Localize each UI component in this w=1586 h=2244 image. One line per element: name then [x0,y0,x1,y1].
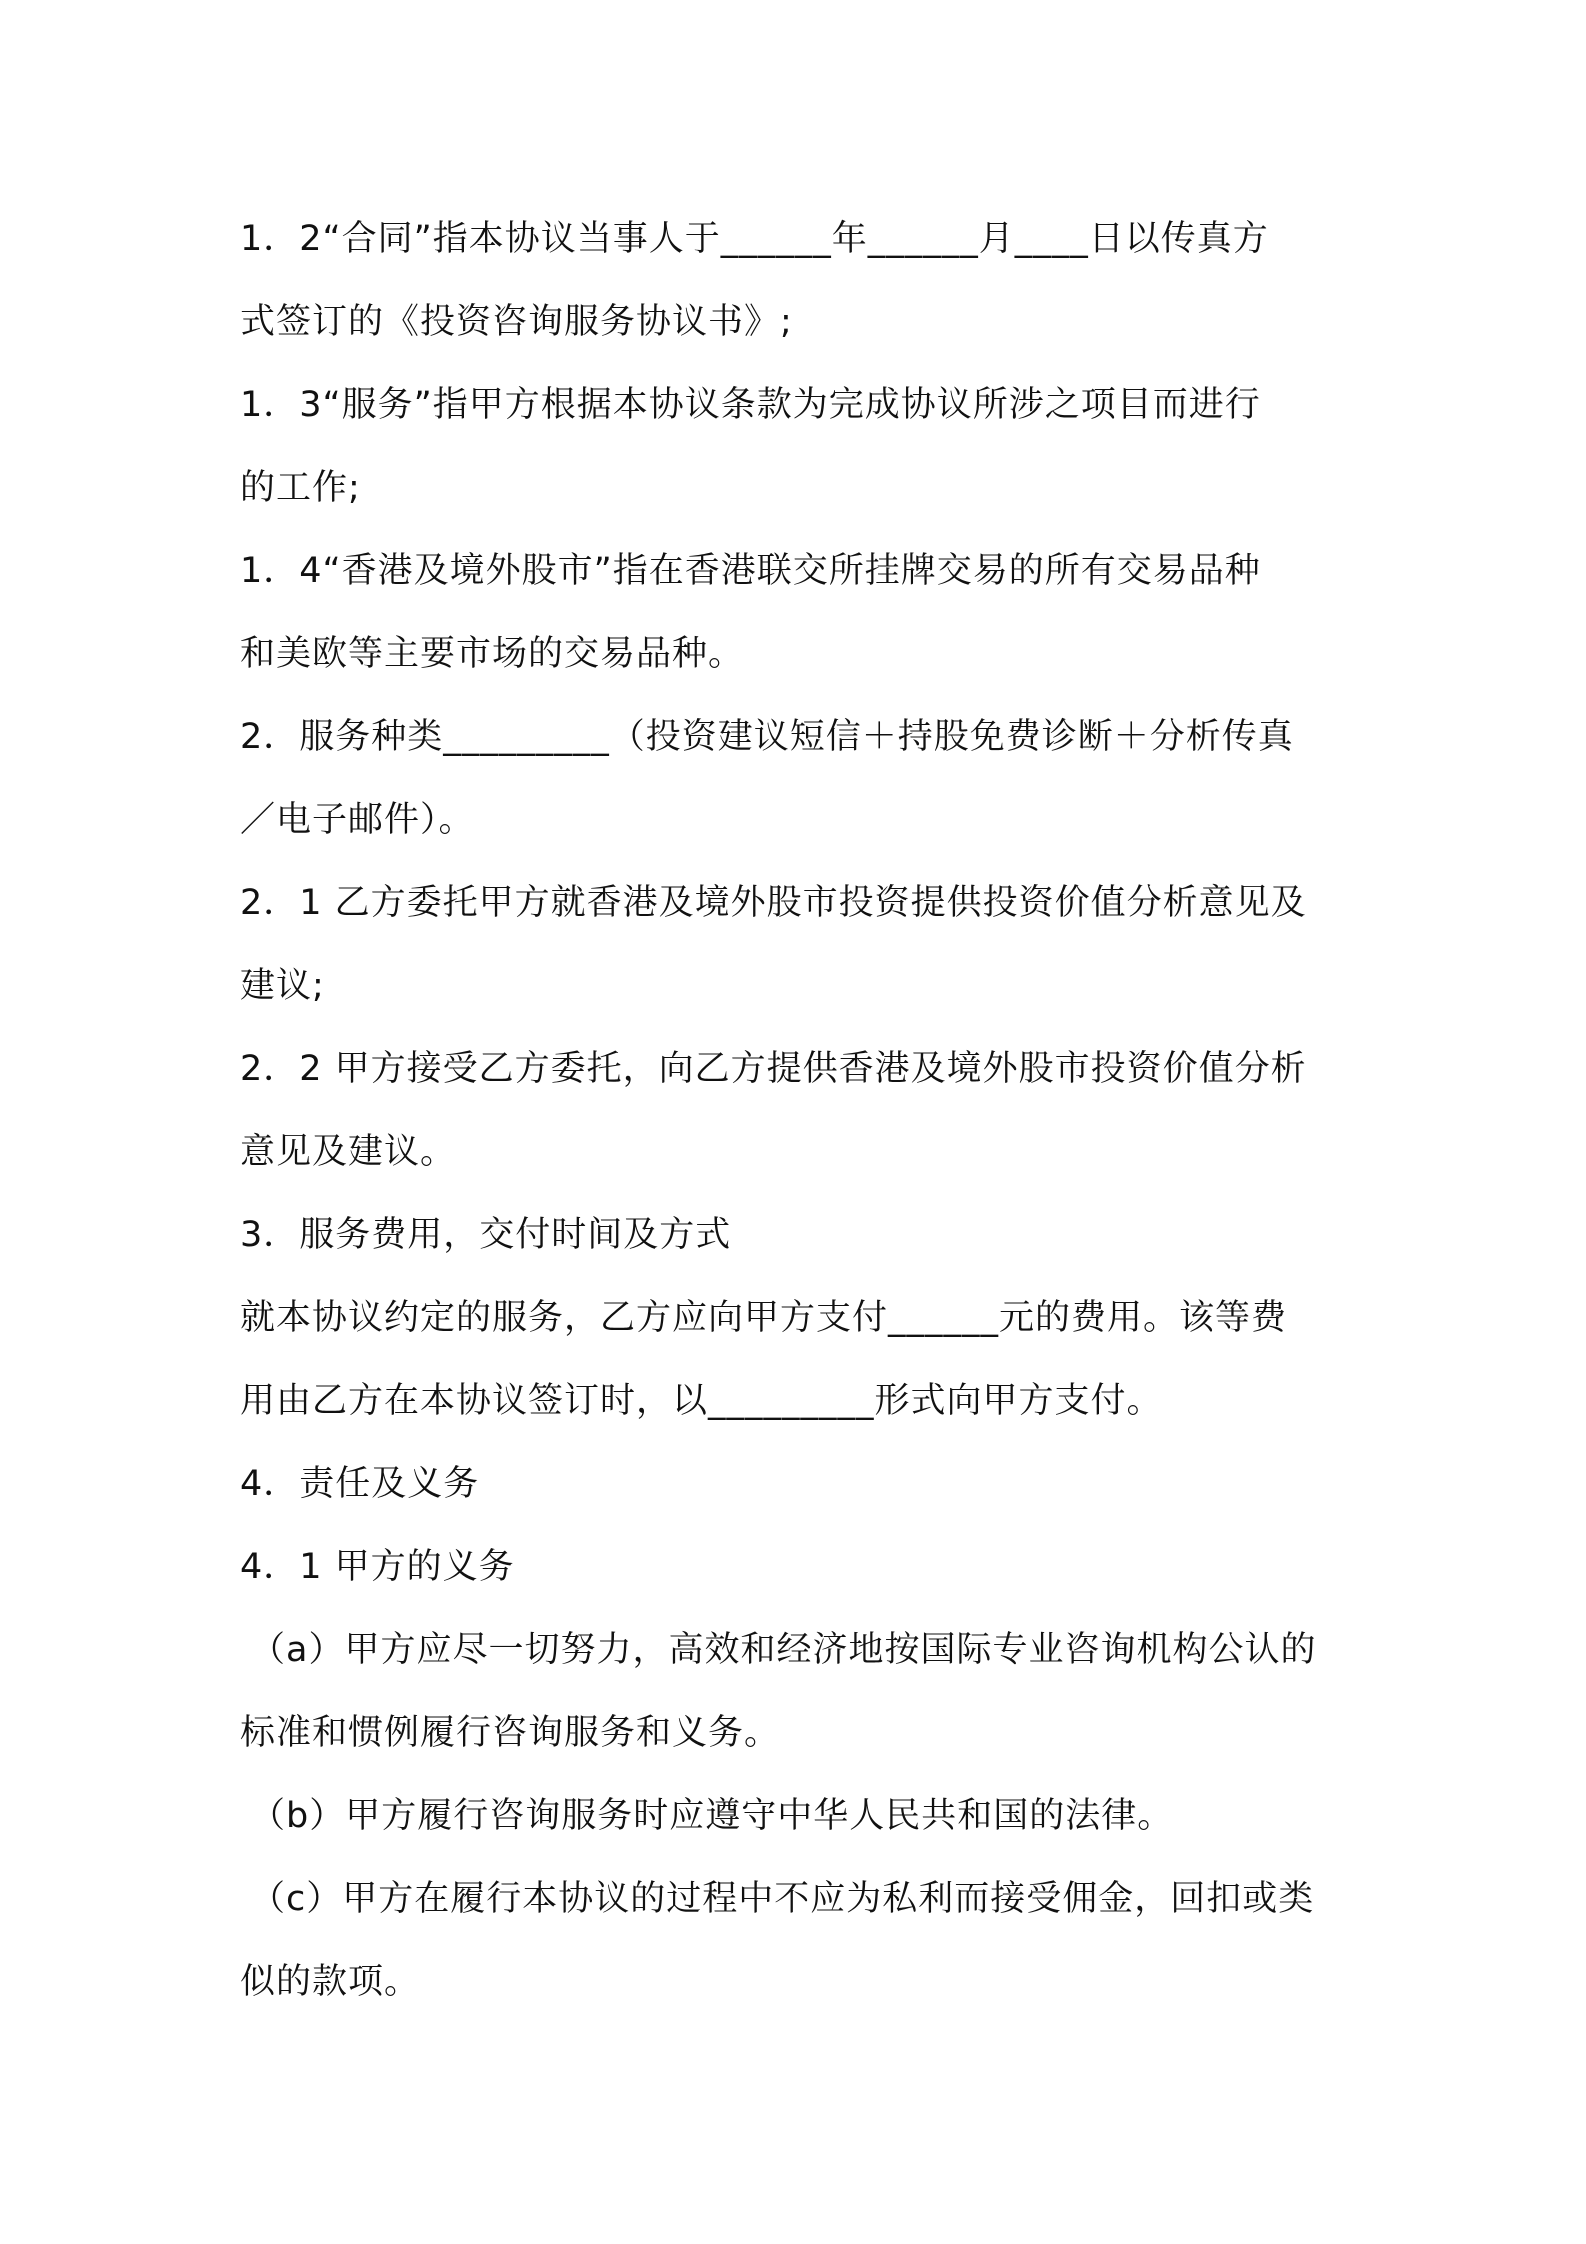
text-line: 4．1 甲方的义务 [240,1547,515,1587]
text-line: 3．服务费用，交付时间及方式 [240,1215,732,1255]
text-line: 2．2 甲方接受乙方委托，向乙方提供香港及境外股市投资价值分析 [240,1049,1307,1089]
text-line: 就本协议约定的服务，乙方应向甲方支付______元的费用。该等费 [240,1298,1288,1338]
text-line: 的工作; [240,468,361,508]
text-line: （a）甲方应尽一切努力，高效和经济地按国际专业咨询机构公认的 [250,1630,1317,1670]
text-line: 2．1 乙方委托甲方就香港及境外股市投资提供投资价值分析意见及 [240,883,1307,923]
text-line: 1．3“服务”指甲方根据本协议条款为完成协议所涉之项目而进行 [240,385,1261,425]
text-line: （b）甲方履行咨询服务时应遵守中华人民共和国的法律。 [250,1796,1174,1836]
text-line: ／电子邮件）。 [240,800,475,840]
text-line: 式签订的《投资咨询服务协议书》; [240,302,793,342]
text-line: 4．责任及义务 [240,1464,480,1504]
text-line: （c）甲方在履行本协议的过程中不应为私利而接受佣金，回扣或类 [250,1879,1315,1919]
document-body [240,198,1360,2024]
text-line: 标准和惯例履行咨询服务和义务。 [240,1713,781,1753]
text-line: 似的款项。 [240,1962,421,2002]
text-line: 建议; [240,966,325,1006]
text-line: 1．4“香港及境外股市”指在香港联交所挂牌交易的所有交易品种 [240,551,1261,591]
text-line: 意见及建议。 [240,1132,457,1172]
text-line: 和美欧等主要市场的交易品种。 [240,634,745,674]
text-line: 用由乙方在本协议签订时，以_________形式向甲方支付。 [240,1381,1163,1421]
text-line: 1．2“合同”指本协议当事人于______年______月____日以传真方 [240,219,1269,259]
text-line: 2．服务种类_________（投资建议短信＋持股免费诊断＋分析传真 [240,717,1294,757]
